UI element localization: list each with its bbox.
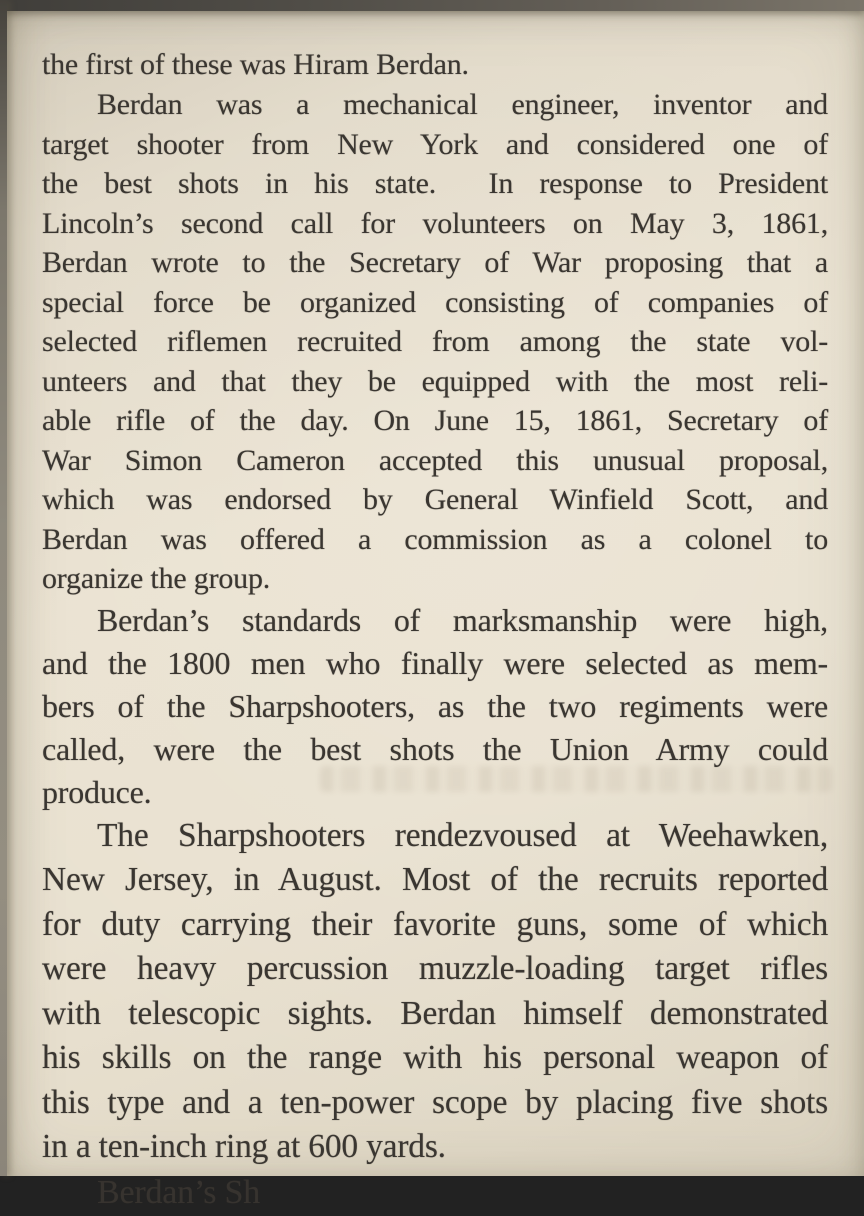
text-line: were heavy percussion muzzle-loading target rifles	[42, 950, 828, 987]
text-line: Berdan’s standards of marksmanship were high,	[97, 601, 828, 638]
text-line: called, were the best shots the Union Army could	[42, 730, 828, 767]
paragraph	[42, 1170, 828, 1216]
text-line: unteers and that they be equipped with the most reli-	[42, 364, 828, 398]
text-line: his skills on the range with his personal weapon of	[42, 1039, 828, 1076]
text-line: for duty carrying their favorite guns, some of which	[42, 905, 828, 943]
paragraph	[42, 814, 828, 1170]
text-line: The Sharpshooters rendezvoused at Weehawken,	[97, 816, 828, 854]
page-left-edge	[0, 0, 7, 1176]
text-line: the best shots in his state. In response to President	[42, 167, 828, 200]
text-line: in a ten-inch ring at 600 yards.	[42, 1128, 446, 1165]
text-line: Berdan was a mechanical engineer, inventor and	[97, 88, 828, 121]
text-line: Berdan was offered a commission as a colonel to	[42, 522, 828, 556]
text-line: New Jersey, in August. Most of the recruits reported	[42, 861, 828, 898]
page-top-edge	[0, 0, 864, 11]
paragraph	[42, 45, 828, 85]
text-line: organize the group.	[42, 562, 271, 595]
text-line: which was endorsed by General Winfield Scott, and	[42, 483, 828, 516]
text-line: target shooter from New York and considered one of	[42, 127, 828, 161]
text-line: Lincoln’s second call for volunteers on May 3, 1861,	[42, 206, 828, 240]
text-line: able rifle of the day. On June 15, 1861, Secretary of	[42, 404, 828, 437]
text-line: produce.	[42, 773, 152, 810]
text-line: and the 1800 men who finally were selected as mem-	[42, 644, 828, 681]
text-line: bers of the Sharpshooters, as the two regiments were	[42, 687, 828, 724]
text-line: this type and a ten-power scope by placing five shots	[42, 1083, 828, 1121]
text-line: Berdan wrote to the Secretary of War proposing that a	[42, 246, 828, 279]
paragraph	[42, 599, 828, 814]
text-line: special force be organized consisting of companies of	[42, 285, 828, 319]
text-line: the first of these was Hiram Berdan.	[42, 48, 469, 81]
text-line: selected riflemen recruited from among the state vol-	[42, 325, 828, 358]
text-line: War Simon Cameron accepted this unusual proposal,	[42, 443, 828, 477]
text-line-partial: Berdan’s Sh	[97, 1173, 261, 1211]
text-line: with telescopic sights. Berdan himself demonstrated	[42, 994, 828, 1032]
paragraph	[42, 85, 828, 599]
